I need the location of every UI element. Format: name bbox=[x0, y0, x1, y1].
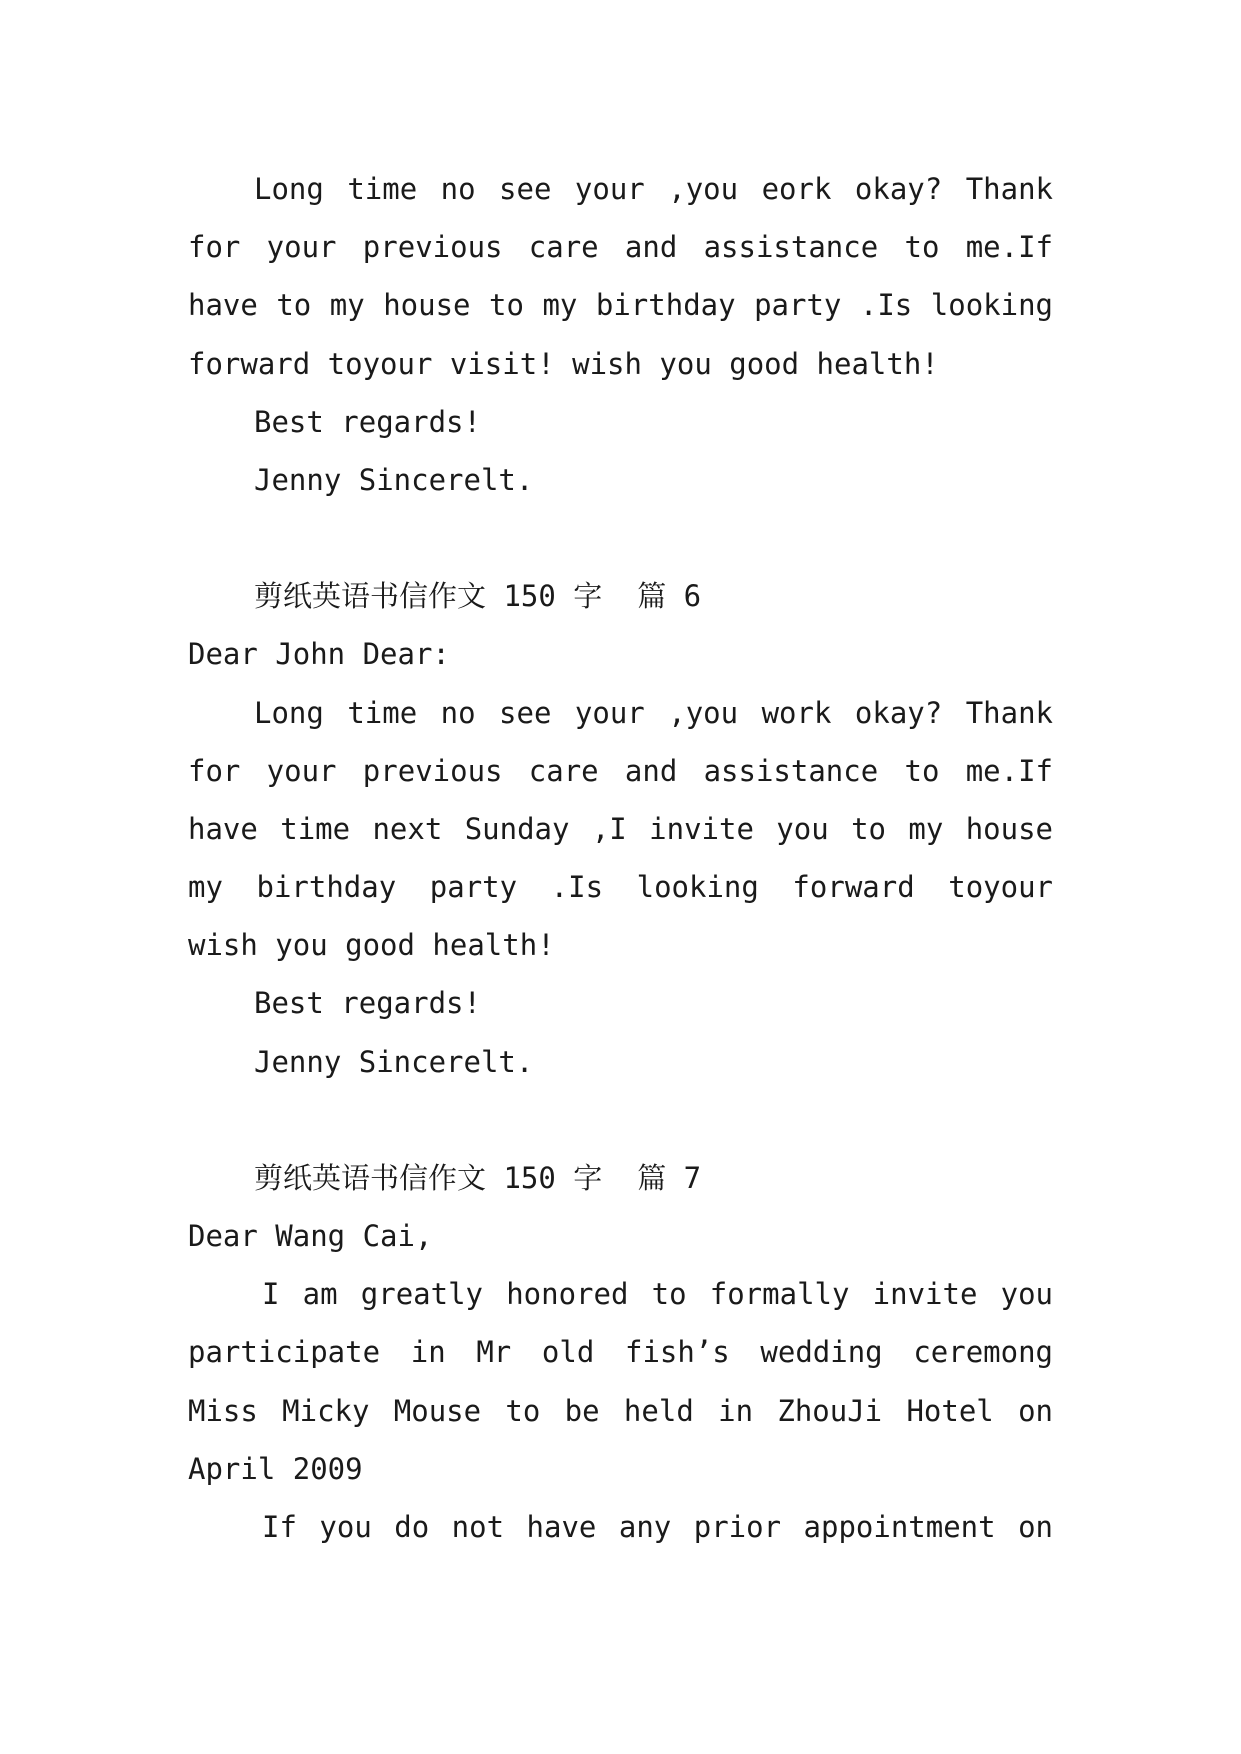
document-page bbox=[188, 160, 1053, 1556]
paragraph-line: participate in Mr old fish’s wedding ceremong bbox=[188, 1335, 1053, 1370]
paragraph-line: have to my house to my birthday party .Is looking bbox=[188, 288, 1053, 323]
letter-closing: Best regards! bbox=[254, 404, 481, 439]
paragraph-line: Miss Micky Mouse to be held in ZhouJi Hotel on bbox=[188, 1393, 1053, 1428]
paragraph-line: April 2009 bbox=[188, 1451, 363, 1486]
paragraph-line: forward toyour visit! wish you good health! bbox=[188, 346, 939, 381]
letter-closing: Best regards! bbox=[254, 986, 481, 1021]
paragraph-line: Long time no see your ,you work okay? Thank bbox=[254, 695, 1053, 730]
section-gap bbox=[188, 509, 1053, 567]
paragraph-line: for your previous care and assistance to me.If bbox=[188, 230, 1053, 265]
letter-signature: Jenny Sincerelt. bbox=[254, 1044, 534, 1079]
paragraph-line: have time next Sunday ,I invite you to my house bbox=[188, 811, 1053, 846]
paragraph-line: I am greatly honored to formally invite you bbox=[262, 1277, 1053, 1312]
section-heading: 剪纸英语书信作文 150 字 篇 6 bbox=[254, 579, 702, 614]
section-gap bbox=[188, 1091, 1053, 1149]
paragraph-line: wish you good health! bbox=[188, 928, 555, 963]
paragraph-line: my birthday party .Is looking forward toyour bbox=[188, 870, 1053, 905]
paragraph-line: for your previous care and assistance to me.If bbox=[188, 753, 1053, 788]
section-heading: 剪纸英语书信作文 150 字 篇 7 bbox=[254, 1160, 702, 1195]
letter-signature: Jenny Sincerelt. bbox=[254, 462, 534, 497]
letter-salutation: Dear John Dear: bbox=[188, 637, 450, 672]
letter-salutation: Dear Wang Cai, bbox=[188, 1219, 433, 1253]
paragraph-line: Long time no see your ,you eork okay? Thank bbox=[254, 172, 1053, 206]
paragraph-line: If you do not have any prior appointment on bbox=[262, 1509, 1053, 1544]
